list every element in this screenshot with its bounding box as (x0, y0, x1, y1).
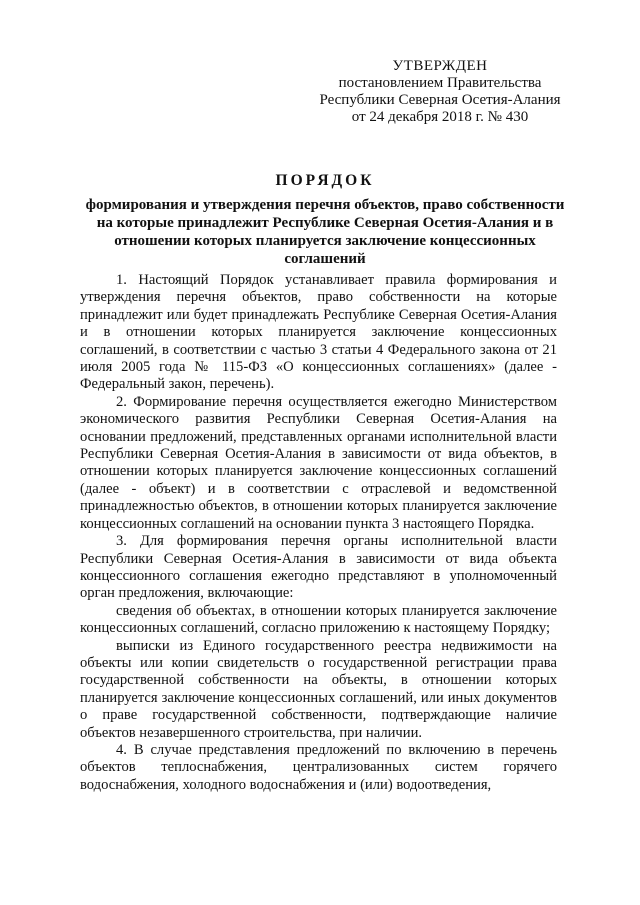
paragraph-4: 4. В случае представления предложений по включению в перечень объектов теплоснабжения, централизованных систем горячего водоснабжения, холодного водоснабжения и (или) водоотведения, (80, 741, 557, 793)
paragraph-3-item-1: сведения об объектах, в отношении которых планируется заключение концессионных соглашений, согласно приложению к настоящему Порядку; (80, 602, 557, 637)
approval-line-3: от 24 декабря 2018 г. № 430 (351, 109, 529, 125)
approval-title: УТВЕРЖДЕН (392, 58, 488, 74)
paragraph-2: 2. Формирование перечня осуществляется ежегодно Министерством экономического развития Республики Северная Осетия-Алания на основании предложений, представленных органами исполнительной власти Республики Северная Осетия-Алания в зависимости от вида объектов, в отношении которых планируется заключение концессионных соглашений (далее - объект) и в соответствии с отраслевой и ведомственной принадлежностью объектов, в отношении которых планируется заключение концессионных соглашений на основании пункта 3 настоящего Порядка. (80, 393, 557, 532)
document-title: ПОРЯДОК (275, 172, 375, 189)
paragraph-3-item-2: выписки из Единого государственного реестра недвижимости на объекты или копии свидетельств о государственной регистрации права государственной собственности на объекты, в отношении которых планируется заключение концессионных соглашений, или иных документов о праве государственной собственности, подтверждающие наличие объектов незавершенного строительства, при наличии. (80, 637, 557, 741)
document-heading (80, 172, 570, 268)
document-body (80, 272, 557, 794)
document-subtitle: формирования и утверждения перечня объектов, право собственности на которые принадлежит Республике Северная Осетия-Алания и в отношении которых планируется заключение концессионных соглашений (85, 197, 565, 267)
paragraph-3: 3. Для формирования перечня органы исполнительной власти Республики Северная Осетия-Алания в зависимости от вида объекта концессионного соглашения ежегодно представляют в уполномоченный орган предложения, включающие: (80, 533, 557, 602)
paragraph-1: 1. Настоящий Порядок устанавливает правила формирования и утверждения перечня объектов, право собственности на которые принадлежит или будет принадлежать Республике Северная Осетия-Алания и в отношении которых планируется заключение концессионных соглашений, в соответствии с частью 3 статьи 4 Федерального закона от 21 июля 2005 года № 115-ФЗ «О концессионных соглашениях» (далее - Федеральный закон, перечень). (80, 272, 557, 393)
approval-line-2: Республики Северная Осетия-Алания (319, 92, 561, 108)
approval-line-1: постановлением Правительства (338, 75, 542, 91)
approval-stamp (310, 58, 570, 126)
